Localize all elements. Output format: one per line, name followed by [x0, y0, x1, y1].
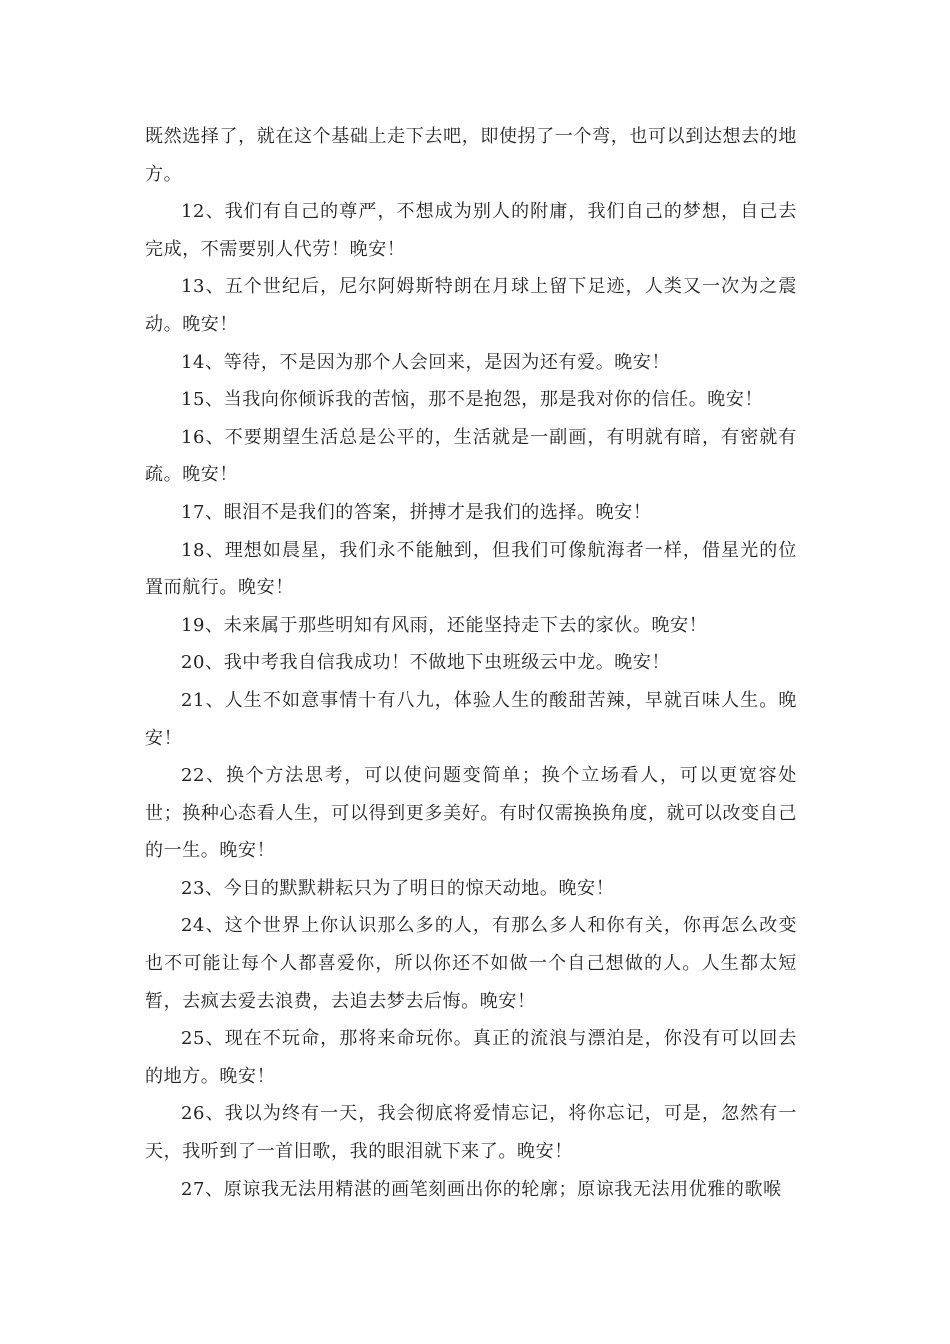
- paragraph-27: 27、原谅我无法用精湛的画笔刻画出你的轮廓；原谅我无法用优雅的歌喉: [181, 1178, 782, 1200]
- paragraph-18: 18、理想如晨星，我们永不能触到，但我们可像航海者一样，借星光的位置而航行。晚安！: [145, 539, 797, 599]
- paragraph-16: 16、不要期望生活总是公平的，生活就是一副画，有明就有暗，有密就有疏。晚安！: [145, 426, 797, 486]
- paragraph-21: 21、人生不如意事情十有八九，体验人生的酸甜苦辣，早就百味人生。晚安！: [145, 689, 797, 749]
- paragraph-23: 23、今日的默默耕耘只为了明日的惊天动地。晚安！: [181, 877, 615, 899]
- paragraph-17: 17、眼泪不是我们的答案，拼搏才是我们的选择。晚安！: [181, 501, 652, 523]
- paragraph-13: 13、五个世纪后，尼尔阿姆斯特朗在月球上留下足迹，人类又一次为之震动。晚安！: [145, 276, 797, 335]
- paragraph-26: 26、我以为终有一天，我会彻底将爱情忘记，将你忘记，可是，忽然有一天，我听到了一首旧歌，我的眼泪就下来了。晚安！: [145, 1103, 797, 1163]
- paragraph-continuation: 既然选择了，就在这个基础上走下去吧，即使拐了一个弯，也可以到达想去的地方。: [145, 126, 797, 185]
- paragraph-14: 14、等待，不是因为那个人会回来，是因为还有爱。晚安！: [181, 351, 671, 373]
- paragraph-20: 20、我中考我自信我成功！不做地下虫班级云中龙。晚安！: [181, 652, 671, 674]
- paragraph-22: 22、换个方法思考，可以使问题变简单；换个立场看人，可以更宽容处世；换种心态看人生，可以得到更多美好。有时仅需换换角度，就可以改变自己的一生。晚安！: [145, 765, 797, 862]
- paragraph-19: 19、未来属于那些明知有风雨，还能坚持走下去的家伙。晚安！: [181, 614, 708, 636]
- paragraph-12: 12、我们有自己的尊严，不想成为别人的附庸，我们自己的梦想，自己去完成，不需要别人代劳！晚安！: [145, 201, 797, 260]
- paragraph-25: 25、现在不玩命，那将来命玩你。真正的流浪与漂泊是，你没有可以回去的地方。晚安！: [145, 1028, 797, 1087]
- paragraph-24: 24、这个世界上你认识那么多的人，有那么多人和你有关，你再怎么改变也不可能让每个人都喜爱你，所以你还不如做一个自己想做的人。人生都太短暂，去疯去爱去浪费，去追去梦去后悔。晚安！: [145, 915, 797, 1012]
- document-body: [145, 118, 797, 1208]
- paragraph-15: 15、当我向你倾诉我的苦恼，那不是抱怨，那是我对你的信任。晚安！: [181, 389, 764, 411]
